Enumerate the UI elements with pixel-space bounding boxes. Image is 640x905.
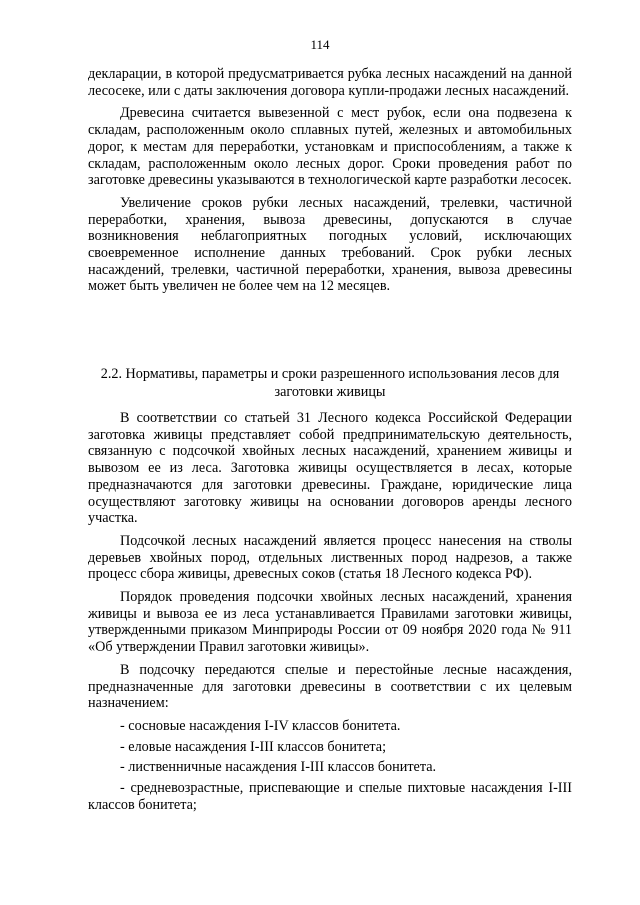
section-heading: 2.2. Нормативы, параметры и сроки разрешенного использования лесов для заготовки живицы [100, 366, 560, 400]
paragraph: В соответствии со статьей 31 Лесного кодекса Российской Федерации заготовка живицы представляет собой предпринимательскую деятельность, связанную с подсочкой хвойных лесных насаждений, хранением живицы и вывозом ее из леса. Заготовка живицы осуществляется в лесах, которые предназначаются для заготовки древесины. Граждане, юридические лица осуществляют заготовку живицы на основании договоров аренды лесного участка. [88, 410, 572, 527]
page-number: 114 [310, 37, 330, 52]
list-item: - лиственничные насаждения I-III классов бонитета. [120, 759, 437, 776]
paragraph: Порядок проведения подсочки хвойных лесных насаждений, хранения живицы и вывоза ее из леса устанавливается Правилами заготовки живицы, утвержденными приказом Минприроды России от 09 ноября 2020 года № 911 «Об утверждении Правил заготовки живицы». [88, 589, 572, 656]
paragraph: декларации, в которой предусматривается рубка лесных насаждений на данной лесосеке, или с даты заключения договора купли-продажи лесных насаждений. [88, 66, 572, 99]
paragraph: Древесина считается вывезенной с мест рубок, если она подвезена к складам, расположенным около сплавных путей, железных и автомобильных дорог, к местам для переработки, установкам и приспособлениям, а также к складам, расположенным около лесных дорог. Сроки проведения работ по заготовке древесины указываются в технологической карте разработки лесосек. [88, 105, 572, 189]
top-text-block [88, 66, 572, 301]
list-item: - еловые насаждения I-III классов бонитета; [120, 738, 387, 755]
paragraph: В подсочку передаются спелые и перестойные лесные насаждения, предназначенные для заготовки древесины в соответствии с их целевым назначением: [88, 661, 572, 712]
paragraph: Увеличение сроков рубки лесных насаждений, трелевки, частичной переработки, хранения, вывоза древесины, допускаются в случае возникновения неблагоприятных погодных условий, исключающих своевременное исполнение данных требований. Срок рубки лесных насаждений, трелевки, частичной переработки, хранения, вывоза древесины может быть увеличен не более чем на 12 месяцев. [88, 194, 572, 295]
paragraph: Подсочкой лесных насаждений является процесс нанесения на стволы деревьев хвойных пород, отдельных лиственных пород надрезов, а также процесс сбора живицы, древесных соков (статья 18 Лесного кодекса РФ). [88, 532, 572, 583]
section-text-block [88, 410, 572, 817]
list-item: - средневозрастные, приспевающие и спелые пихтовые насаждения I-III классов бонитета; [88, 780, 572, 813]
list-item: - сосновые насаждения I-IV классов бонитета. [120, 717, 401, 734]
